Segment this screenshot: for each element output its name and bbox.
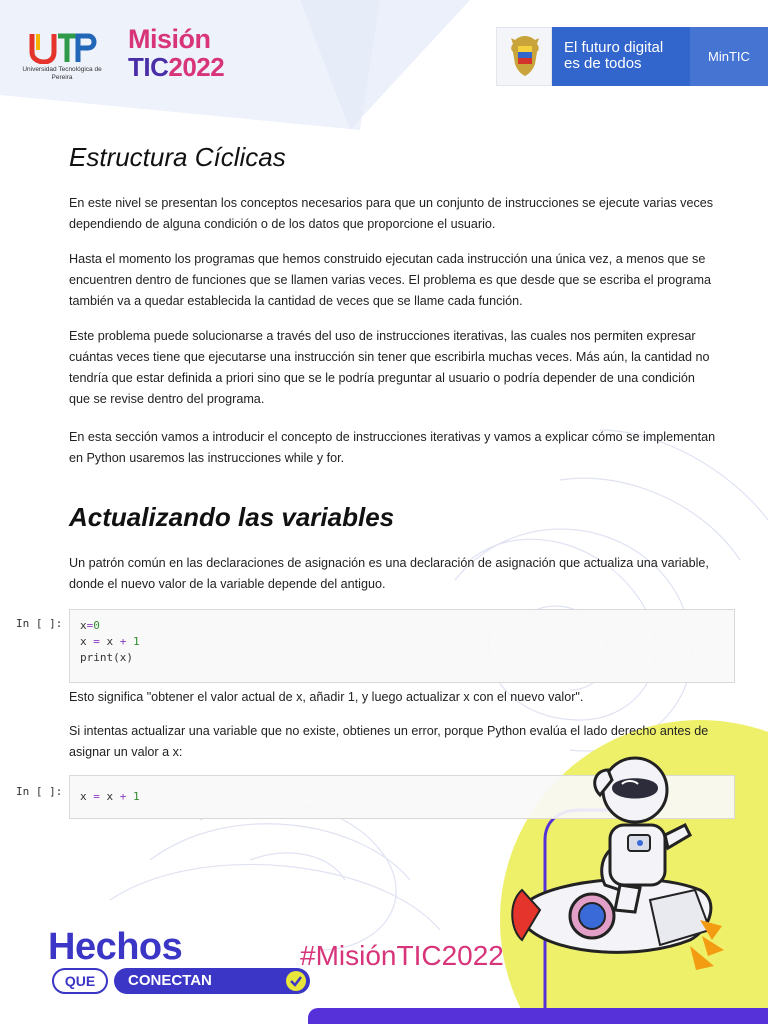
hechos-que-conectan-logo — [48, 926, 278, 1001]
mision-logo-tic: TIC — [128, 52, 169, 82]
paragraph: Esto significa "obtener el valor actual de x, añadir 1, y luego actualizar x con el nuevo valor". — [69, 690, 584, 704]
mision-tic-logo — [122, 24, 240, 88]
code-line: x = x + 1 — [80, 635, 140, 648]
section-title-estructura: Estructura Cíclicas — [69, 142, 286, 172]
paragraph: Un patrón común en las declaraciones de asignación es una declaración de asignación que actualiza una variable, donde el nuevo valor de la variable depende del antiguo. — [69, 556, 709, 591]
code-line: x=0 — [80, 619, 100, 632]
gov-slogan — [552, 27, 690, 86]
conectan-word: CONECTAN — [128, 972, 212, 989]
colombia-shield-icon — [496, 27, 552, 86]
paragraph: Si intentas actualizar una variable que no existe, obtienes un error, porque Python evalúa el lado derecho antes de asignar un valor a x: — [69, 724, 709, 759]
code-line: x = x + 1 — [80, 790, 140, 803]
page-header — [0, 0, 768, 120]
utp-mark-icon — [28, 30, 98, 64]
cell-prompt: In [ ]: — [16, 617, 63, 630]
conectan-pill — [114, 968, 310, 994]
government-banner — [496, 27, 768, 86]
mision-logo-line1: Misión — [128, 24, 211, 54]
paragraph: En esta sección vamos a introducir el concepto de instrucciones iterativas y vamos a explicar cómo se implementan en Python usaremos las instrucciones while y for. — [69, 430, 716, 465]
paragraph: Hasta el momento los programas que hemos construido ejecutan cada instrucción una única vez, a menos que se encuentren dentro de funciones que se llamen varias veces. El problema es que desde que se escriba el programa también va a quedar establecida la cantidad de veces que se llame cada función. — [69, 252, 711, 308]
utp-name: Universidad Tecnológica de Pereira — [22, 66, 102, 81]
mintic-label: MinTIC — [690, 27, 768, 86]
que-pill: QUE — [52, 968, 108, 994]
paragraph: Este problema puede solucionarse a través del uso de instrucciones iterativas, las cuales nos permiten expresar cuántas veces tiene que ejecutarse una instrucción sin tener que escribirla muchas veces. Más aún, la cantidad no tendría que estar definida a priori sino que se le podría preguntar al usuario o podría depender de una condición que se revise dentro del programa. — [69, 329, 710, 406]
hashtag: #MisiónTIC2022 — [300, 940, 504, 971]
cell-prompt: In [ ]: — [16, 785, 63, 798]
bottom-bar — [308, 1008, 768, 1024]
check-icon — [286, 971, 306, 991]
astronaut-rocket-illustration — [500, 740, 768, 1024]
mision-logo-year: 2022 — [168, 52, 225, 82]
hechos-word: Hechos — [48, 926, 183, 968]
gov-slogan-line1: El futuro digital — [564, 39, 664, 56]
section-title-actualizando: Actualizando las variables — [69, 502, 395, 532]
utp-logo — [22, 30, 102, 88]
code-line: print(x) — [80, 651, 133, 664]
paragraph: En este nivel se presentan los conceptos necesarios para que un conjunto de instrucciones se ejecute varias veces dependiendo de alguna condición o de los datos que proporcione el usuario. — [69, 196, 714, 231]
code-cell[interactable] — [69, 609, 735, 683]
mision-logo-line2 — [128, 52, 224, 83]
gov-slogan-line2: es de todos — [564, 55, 642, 72]
